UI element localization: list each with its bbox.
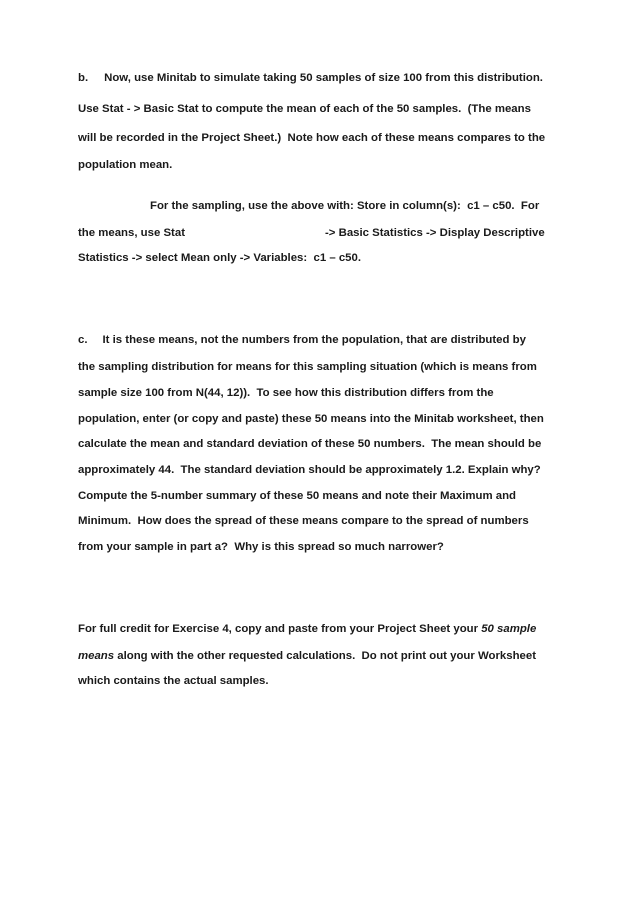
instruction-line-2-right: -> Basic Statistics -> Display Descriptive xyxy=(325,227,545,239)
section-c-line-1 xyxy=(78,333,526,347)
credit-note-rest: along with the other requested calculations. Do not print out your Worksheet xyxy=(114,650,537,662)
section-c-line-8: Minimum. How does the spread of these means compare to the spread of numbers xyxy=(78,515,529,527)
section-c-line-3: sample size 100 from N(44, 12)). To see how this distribution differs from the xyxy=(78,387,494,399)
section-c-line-9: from your sample in part a? Why is this spread so much narrower? xyxy=(78,541,444,553)
section-c-text: It is these means, not the numbers from the population, that are distributed by xyxy=(102,334,526,346)
credit-note-prefix: For full credit for Exercise 4, copy and paste from your Project Sheet your xyxy=(78,623,482,635)
instruction-line-3: Statistics -> select Mean only -> Variables: c1 – c50. xyxy=(78,252,362,264)
section-b-text: Now, use Minitab to simulate taking 50 samples of size 100 from this distribution. xyxy=(104,72,543,84)
section-b-line-1 xyxy=(78,71,543,85)
credit-note-emphasis-2: means xyxy=(78,650,115,662)
section-b-line-4: population mean. xyxy=(78,159,173,171)
credit-note-line-3: which contains the actual samples. xyxy=(78,675,269,687)
credit-note-line-2 xyxy=(78,649,536,663)
section-b-line-3: will be recorded in the Project Sheet.) Note how each of these means compares to the xyxy=(78,132,546,144)
section-c-line-5: calculate the mean and standard deviation of these 50 numbers. The mean should be xyxy=(78,438,542,450)
section-b-label: b. xyxy=(78,72,89,84)
section-c-line-4: population, enter (or copy and paste) these 50 means into the Minitab worksheet, then xyxy=(78,413,544,425)
credit-note-line-1 xyxy=(78,622,536,636)
credit-note-emphasis-1: 50 sample xyxy=(481,623,537,635)
section-c-line-2: the sampling distribution for means for this sampling situation (which is means from xyxy=(78,361,537,373)
section-c-line-6: approximately 44. The standard deviation should be approximately 1.2. Explain why? xyxy=(78,464,541,476)
section-b-line-2: Use Stat - > Basic Stat to compute the mean of each of the 50 samples. (The means xyxy=(78,103,531,115)
section-c-line-7: Compute the 5-number summary of these 50 means and note their Maximum and xyxy=(78,490,517,502)
instruction-line-1: For the sampling, use the above with: Store in column(s): c1 – c50. For xyxy=(150,200,540,212)
instruction-line-2-left: the means, use Stat xyxy=(78,227,185,239)
section-c-label: c. xyxy=(78,334,88,346)
